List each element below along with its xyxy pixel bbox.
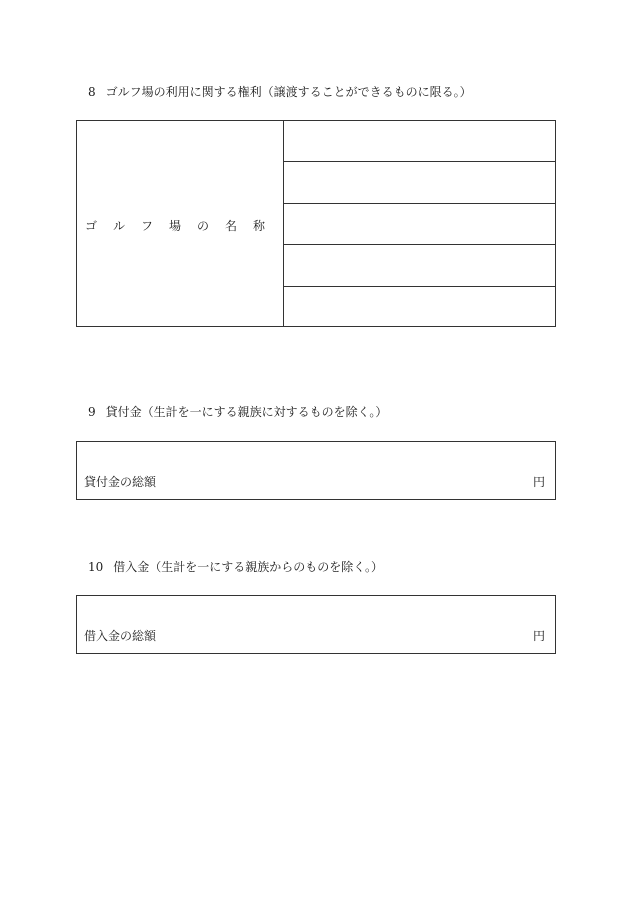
golf-course-entry-row[interactable]: [284, 245, 555, 286]
golf-course-label-cell: [77, 121, 284, 326]
section-8-heading: [88, 85, 472, 99]
golf-course-entries: [284, 121, 555, 326]
loan-total-unit: 円: [532, 475, 545, 489]
section-9-heading: [88, 405, 387, 419]
section-9-number: 9: [88, 405, 96, 419]
golf-course-entry-row[interactable]: [284, 204, 555, 245]
section-8-number: 8: [88, 85, 96, 99]
golf-course-entry-row[interactable]: [284, 162, 555, 203]
section-9-title: 貸付金（生計を一にする親族に対するものを除く。）: [105, 405, 388, 419]
borrowing-total-unit: 円: [532, 629, 545, 643]
golf-course-entry-row[interactable]: [284, 287, 555, 328]
golf-course-entry-row[interactable]: [284, 121, 555, 162]
borrowing-total-field[interactable]: [76, 595, 556, 654]
golf-course-table: [76, 120, 556, 327]
loan-total-field[interactable]: [76, 441, 556, 500]
borrowing-total-label: 借入金の総額: [84, 629, 157, 643]
section-8-title: ゴルフ場の利用に関する権利（譲渡することができるものに限る。）: [105, 85, 472, 99]
loan-total-label: 貸付金の総額: [84, 475, 157, 489]
section-10-heading: [88, 560, 383, 574]
golf-course-name-label: ゴルフ場の名称: [85, 219, 282, 233]
section-10-title: 借入金（生計を一にする親族からのものを除く。）: [113, 560, 384, 574]
section-10-number: 10: [88, 560, 104, 574]
